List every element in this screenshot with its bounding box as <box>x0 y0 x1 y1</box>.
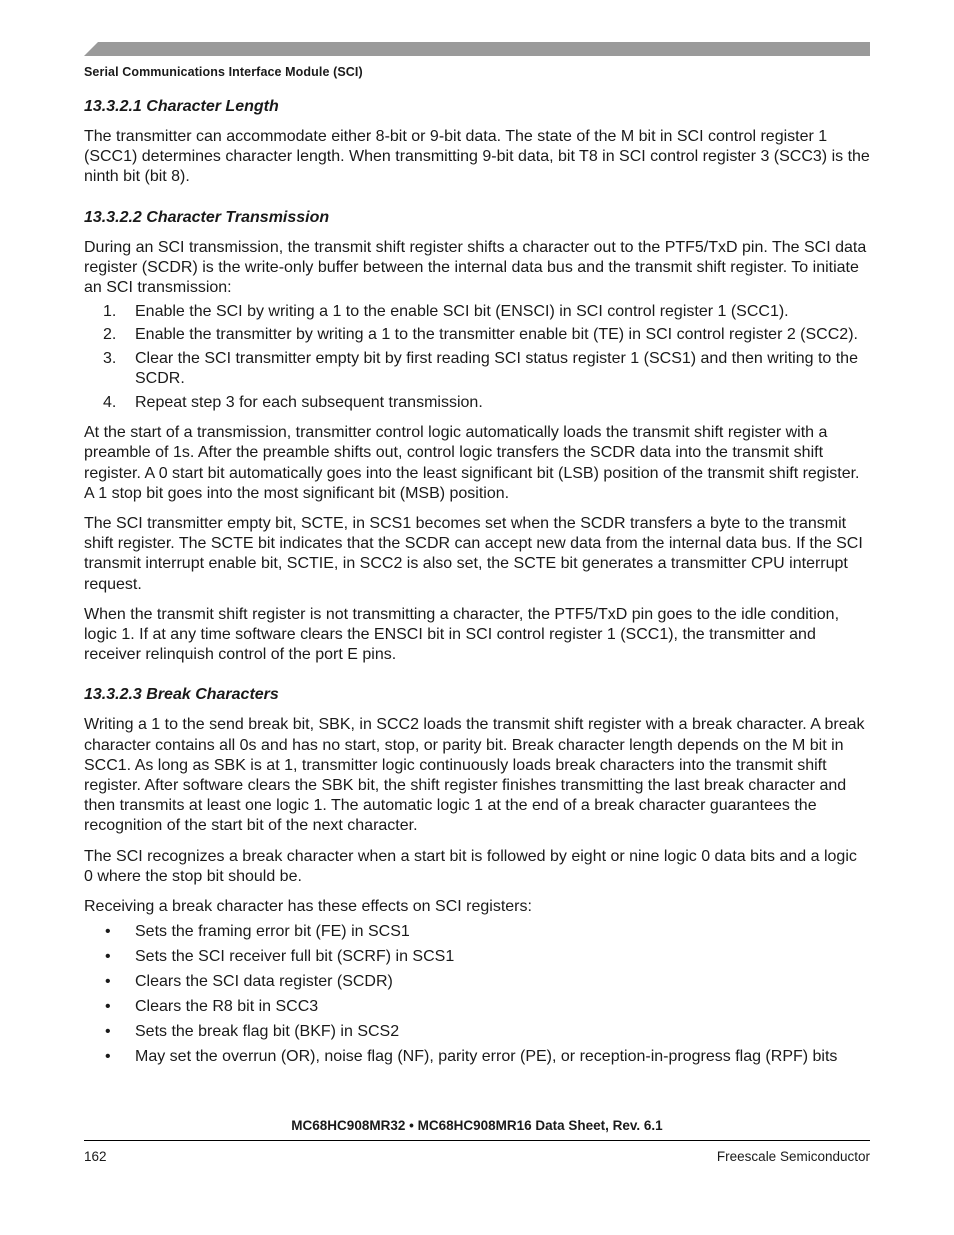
list-item: 3. Clear the SCI transmitter empty bit by first reading SCI status register 1 (SCS1) and then writing to the SCDR. <box>103 350 858 388</box>
page-number: 162 <box>84 1149 107 1164</box>
paragraph: Writing a 1 to the send break bit, SBK, in SCC2 loads the transmit shift register with a break character. A break character contains all 0s and has no start, stop, or parity bit. Break character length depends on the M bit in SCC1. As long as SBK is at 1, transmitter logic continuously loads break characters into the transmit shift register. After software clears the SBK bit, the shift register finishes transmitting the last break character and then transmits at least one logic 1. The automatic logic 1 at the end of a break character guarantees the recognition of the start bit of the next character. <box>84 716 865 835</box>
list-item: • Sets the framing error bit (FE) in SCS1 <box>105 923 410 941</box>
list-item: 1. Enable the SCI by writing a 1 to the enable SCI bit (ENSCI) in SCI control register 1 (SCC1). <box>103 302 789 320</box>
list-item: • Clears the SCI data register (SCDR) <box>105 973 393 991</box>
list-item: 2. Enable the transmitter by writing a 1 to the transmitter enable bit (TE) in SCI control register 2 (SCC2). <box>103 326 858 344</box>
section-heading-break-characters: 13.3.2.3 Break Characters <box>84 686 279 704</box>
paragraph: When the transmit shift register is not transmitting a character, the PTF5/TxD pin goes to the idle condition, logic 1. If at any time software clears the ENSCI bit in SCI control register 1 (SCC1), the transmitter and receiver relinquish control of the port E pins. <box>84 605 840 664</box>
effects-list <box>84 922 870 1067</box>
steps-list <box>84 302 870 414</box>
section-heading-character-transmission: 13.3.2.2 Character Transmission <box>84 208 330 226</box>
page-content <box>84 97 870 1067</box>
paragraph: The SCI transmitter empty bit, SCTE, in SCS1 becomes set when the SCDR transfers a byte to the transmit shift register. The SCTE bit indicates that the SCDR can accept new data from the internal data bus. If the SCI transmit interrupt enable bit, SCTIE, in SCC2 is also set, the SCTE bit generates a transmitter CPU interrupt request. <box>84 515 863 593</box>
paragraph: The transmitter can accommodate either 8-bit or 9-bit data. The state of the M bit in SCI control register 1 (SCC1) determines character length. When transmitting 9-bit data, bit T8 in SCI control register 3 (SCC3) is the ninth bit (bit 8). <box>84 128 870 186</box>
paragraph: Receiving a break character has these effects on SCI registers: <box>84 898 532 916</box>
footer-divider <box>84 1140 870 1141</box>
paragraph: At the start of a transmission, transmitter control logic automatically loads the transmit shift register with a preamble of 1s. After the preamble shifts out, control logic transfers the SCDR data into the transmit shift register. A 0 start bit automatically goes into the least significant bit (LSB) position of the transmit shift register. A 1 stop bit goes into the most significant bit (MSB) position. <box>84 424 860 502</box>
section-heading-character-length: 13.3.2.1 Character Length <box>84 98 279 115</box>
footer-document-title: MC68HC908MR32 • MC68HC908MR16 Data Sheet, Rev. 6.1 <box>291 1118 663 1133</box>
list-item: • Sets the break flag bit (BKF) in SCS2 <box>105 1023 400 1041</box>
list-item: • May set the overrun (OR), noise flag (NF), parity error (PE), or reception-in-progress flag (RPF) bits <box>105 1048 838 1066</box>
list-item: • Clears the R8 bit in SCC3 <box>105 998 319 1016</box>
header-bar <box>84 42 870 56</box>
company-name: Freescale Semiconductor <box>716 1149 870 1164</box>
list-item: • Sets the SCI receiver full bit (SCRF) in SCS1 <box>105 948 455 966</box>
paragraph: The SCI recognizes a break character when a start bit is followed by eight or nine logic 0 data bits and a logic 0 where the stop bit should be. <box>84 847 857 885</box>
paragraph: During an SCI transmission, the transmit shift register shifts a character out to the PTF5/TxD pin. The SCI data register (SCDR) is the write-only buffer between the internal data bus and the transmit shift register. To initiate an SCI transmission: <box>84 238 867 297</box>
running-head: Serial Communications Interface Module (SCI) <box>84 65 363 79</box>
list-item: 4. Repeat step 3 for each subsequent transmission. <box>103 394 483 412</box>
